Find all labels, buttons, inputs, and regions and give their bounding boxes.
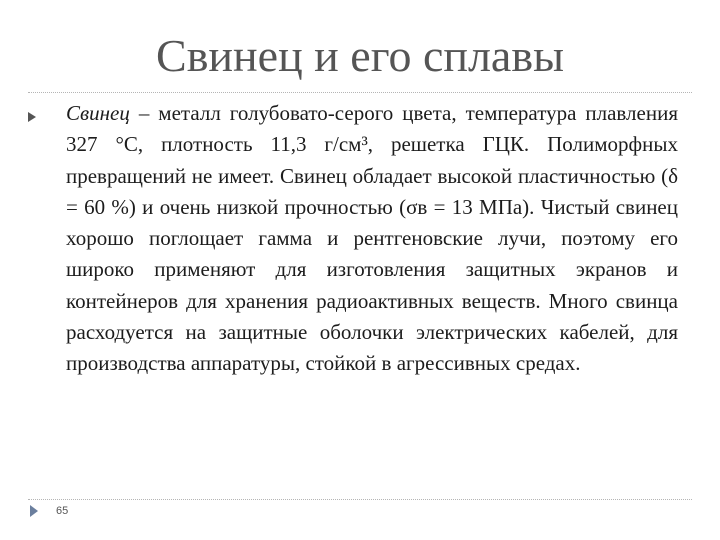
triangle-marker-icon — [30, 505, 38, 517]
slide-body — [28, 98, 678, 380]
footer-divider — [28, 499, 692, 500]
title-divider — [28, 92, 692, 93]
triangle-bullet-icon — [28, 112, 36, 122]
page-number: 65 — [56, 505, 69, 517]
body-paragraph — [28, 98, 678, 380]
term-lead: Свинец — [66, 101, 130, 125]
slide-title: Свинец и его сплавы — [156, 30, 564, 81]
body-text: – металл голубовато-серого цвета, температура плавления 327 °С, плотность 11,3 г/см³, решетка ГЦК. Полиморфных превращений не имеет. Свинец обладает высокой пластичностью (δ = 60 %) и очень низкой прочностью (σв = 13 МПа). Чистый свинец хорошо поглощает гамма и рентгеновские лучи, поэтому его широко применяют для изготовления защитных экранов и контейнеров для хранения радиоактивных веществ. Много свинца расходуется на защитные оболочки электрических кабелей, для производства аппаратуры, стойкой в агрессивных средах. — [66, 101, 678, 376]
